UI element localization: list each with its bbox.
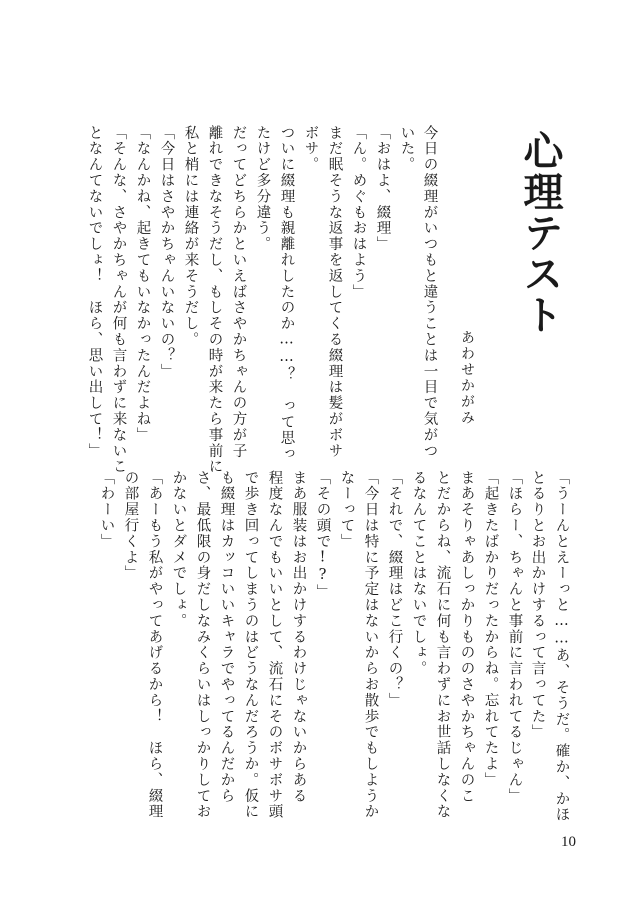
text-line: 「ん。めぐもおはよう」: [350, 125, 367, 300]
text-line: いた。: [398, 125, 415, 173]
text-line: 「今日はさやかちゃんいないの？」: [158, 125, 175, 380]
text-line: の部屋行くよ」: [122, 470, 139, 582]
text-line: 今日の綴理がいつもと違うことは一目で気がつ: [421, 125, 438, 459]
text-line: 「それで、綴理はどこ行くの？」: [386, 470, 403, 709]
text-line: 私と梢には連絡が来そうだし。: [182, 125, 199, 348]
text-line: たけど多分違う。: [254, 125, 271, 253]
text-line: 「わーい」: [98, 470, 115, 550]
text-line: 離れできなそうだし、もしその時が来たら事前に: [206, 125, 223, 475]
text-line: 「今日は特に予定はないからお散歩でもしようか: [362, 470, 379, 820]
text-line: 「あーもう私がやってあげるから！ ほら、綴理: [146, 470, 163, 820]
text-line: で歩き回ってしまうのはどうなんだろうか。仮に: [242, 470, 259, 820]
author-name: あわせかがみ: [459, 330, 475, 426]
text-line: るなんてことはないでしょ。: [410, 470, 427, 677]
text-line: 「うーんとえーっと……あ、そうだ。確か、かほ: [553, 470, 570, 823]
text-line: も綴理はカッコいいキャラでやってるんだから: [218, 470, 235, 804]
text-line: となんてないでしょ！ ほら、思い出して！」: [86, 125, 103, 459]
text-line: さ、最低限の身だしなみくらいはしっかりしてお: [194, 470, 211, 820]
text-line: まあそりゃあしっかりもののさやかちゃんのこ: [458, 470, 475, 804]
text-line: まあ服装はお出かけするわけじゃないからある: [290, 470, 307, 804]
story-title: 心理テスト: [517, 130, 564, 335]
text-line: 「おはよ、綴理」: [374, 125, 391, 253]
text-line: とだからね、流石に何も言わずにお世話しなくな: [434, 470, 451, 820]
text-line: なーって」: [338, 470, 355, 550]
text-line: 「なんかね、起きてもいなかったんだよね」: [134, 125, 151, 443]
text-line: とるりとお出かけするって言ってた」: [529, 470, 546, 741]
text-line: かないとダメでしょ。: [170, 470, 187, 629]
text-line: 「そんな、さやかちゃんが何も言わずに来ないこ: [110, 125, 127, 475]
text-line: 「起きたばかりだったからね。忘れてたよ」: [482, 470, 499, 788]
text-line: ボサ。: [302, 125, 319, 173]
page-number: 10: [561, 834, 576, 850]
text-line: 「ほらー、ちゃんと事前に言われてるじゃん」: [506, 470, 523, 804]
text-line: だってどちらかといえばさやかちゃんの方が子: [230, 125, 247, 459]
text-line: 程度なんでもいいとして、流石にそのボサボサ頭: [266, 470, 283, 820]
text-line: まだ眠そうな返事を返してくる綴理は髪がボサ: [326, 125, 343, 459]
text-line: 「その頭で!?」: [314, 470, 331, 601]
text-line: ついに綴理も親離れしたのか……？ って思っ: [278, 125, 295, 462]
